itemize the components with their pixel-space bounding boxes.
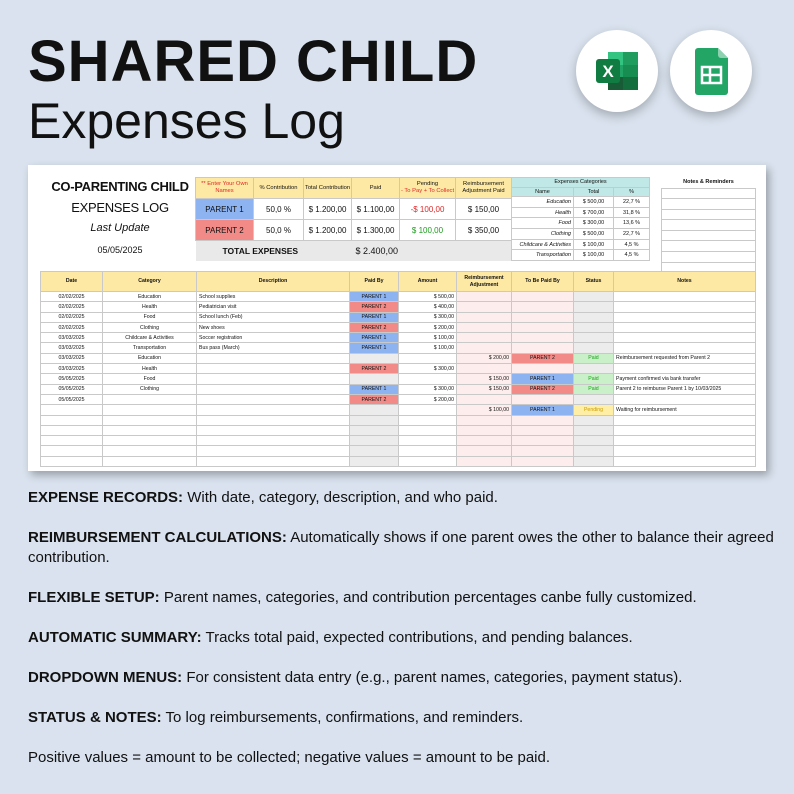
notes-cell[interactable] — [614, 364, 756, 374]
to-be-paid-by-cell[interactable]: PARENT 1 — [512, 405, 574, 415]
paid-by-cell[interactable]: PARENT 2 — [350, 364, 399, 374]
category-cell[interactable] — [103, 415, 197, 425]
to-be-paid-by-cell[interactable] — [512, 322, 574, 332]
feature-label: FLEXIBLE SETUP: — [28, 589, 160, 606]
notes-cell[interactable] — [614, 425, 756, 435]
notes-reminders-title: Notes & Reminders — [683, 179, 734, 186]
category-total: $ 100,00 — [574, 250, 614, 261]
page-title: SHARED CHILD — [28, 29, 479, 94]
notes-cell[interactable] — [614, 333, 756, 343]
parent-2-paid: $ 1.300,00 — [352, 220, 400, 241]
amount-cell[interactable] — [399, 456, 457, 466]
status-cell[interactable]: Paid — [574, 374, 614, 384]
reimbursement-paid-header: Reimbursement Adjustment Paid — [456, 178, 512, 199]
table-row — [41, 456, 756, 466]
feature-text: Tracks total paid, expected contributions, and pending balances. — [201, 629, 633, 646]
amount-cell[interactable] — [399, 446, 457, 456]
category-row — [512, 239, 650, 250]
table-row — [41, 333, 756, 343]
date-cell[interactable] — [41, 415, 103, 425]
date-cell[interactable] — [41, 425, 103, 435]
to-be-paid-by-cell[interactable] — [512, 436, 574, 446]
amount-cell[interactable] — [399, 436, 457, 446]
amount-cell[interactable]: $ 500,00 — [399, 292, 457, 302]
amount-cell[interactable]: $ 300,00 — [399, 364, 457, 374]
to-be-paid-by-cell[interactable] — [512, 343, 574, 353]
parent-1-pct[interactable]: 50,0 % — [254, 199, 304, 220]
category-total: $ 500,00 — [574, 229, 614, 240]
category-cell[interactable]: Education — [103, 292, 197, 302]
paid-by-cell[interactable] — [350, 415, 399, 425]
category-cell[interactable]: Clothing — [103, 384, 197, 394]
feature-label: REIMBURSEMENT CALCULATIONS: — [28, 529, 287, 546]
category-cell[interactable]: Food — [103, 312, 197, 322]
date-cell[interactable]: 02/02/2025 — [41, 322, 103, 332]
table-row — [41, 415, 756, 425]
to-be-paid-by-cell[interactable] — [512, 456, 574, 466]
description-cell[interactable] — [197, 425, 350, 435]
category-pct: 22,7 % — [614, 229, 650, 240]
paid-by-cell[interactable]: PARENT 1 — [350, 333, 399, 343]
reimbursement-cell[interactable]: $ 150,00 — [457, 374, 512, 384]
pending-header: Pending - To Pay + To Collect — [400, 178, 456, 199]
reimbursement-cell[interactable] — [457, 394, 512, 404]
to-be-paid-by-cell[interactable] — [512, 312, 574, 322]
status-cell[interactable] — [574, 312, 614, 322]
category-cell[interactable] — [103, 425, 197, 435]
paid-by-cell[interactable]: PARENT 2 — [350, 394, 399, 404]
expense-log-table — [40, 271, 756, 467]
reimbursement-cell[interactable] — [457, 322, 512, 332]
google-sheets-icon — [670, 30, 752, 112]
reimbursement-header: Reimbursement Adjustment — [457, 272, 512, 292]
description-cell[interactable] — [197, 456, 350, 466]
amount-cell[interactable] — [399, 405, 457, 415]
to-be-paid-by-cell[interactable] — [512, 425, 574, 435]
category-pct: 4,5 % — [614, 239, 650, 250]
category-name: Food — [512, 218, 574, 229]
to-be-paid-by-cell[interactable] — [512, 292, 574, 302]
status-cell[interactable]: Paid — [574, 353, 614, 363]
reimbursement-cell[interactable] — [457, 292, 512, 302]
table-row — [41, 292, 756, 302]
spreadsheet-preview — [28, 165, 766, 471]
excel-icon — [576, 30, 658, 112]
description-cell[interactable] — [197, 353, 350, 363]
table-row — [41, 374, 756, 384]
names-header: ** Enter Your Own Names — [196, 178, 254, 199]
description-cell[interactable] — [197, 394, 350, 404]
category-row — [512, 229, 650, 240]
date-cell[interactable] — [41, 436, 103, 446]
feature-line — [28, 488, 778, 508]
description-cell[interactable]: School supplies — [197, 292, 350, 302]
category-cell[interactable]: Food — [103, 374, 197, 384]
to-be-paid-by-cell[interactable] — [512, 302, 574, 312]
table-row — [41, 436, 756, 446]
paid-by-header: Paid By — [350, 272, 399, 292]
to-be-paid-by-cell[interactable] — [512, 364, 574, 374]
reimbursement-cell[interactable] — [457, 446, 512, 456]
feature-line — [28, 628, 778, 648]
category-pct: 13,6 % — [614, 218, 650, 229]
table-row — [41, 394, 756, 404]
parent-1-total: $ 1.200,00 — [304, 199, 352, 220]
to-be-paid-by-cell[interactable] — [512, 415, 574, 425]
summary-title: CO-PARENTING CHILD — [51, 179, 189, 194]
date-cell[interactable]: 03/03/2025 — [41, 353, 103, 363]
table-row — [41, 353, 756, 363]
note-cell[interactable] — [662, 230, 756, 241]
status-cell[interactable] — [574, 394, 614, 404]
total-contribution-header: Total Contribution — [304, 178, 352, 199]
notes-cell[interactable]: Reimbursement requested from Parent 2 — [614, 353, 756, 363]
summary-table — [195, 177, 512, 261]
reimbursement-cell[interactable] — [457, 302, 512, 312]
feature-label: STATUS & NOTES: — [28, 709, 162, 726]
date-cell[interactable]: 02/02/2025 — [41, 292, 103, 302]
to-be-paid-by-cell[interactable]: PARENT 1 — [512, 374, 574, 384]
cat-total-header: Total — [574, 187, 614, 197]
date-cell[interactable]: 03/03/2025 — [41, 333, 103, 343]
category-total: $ 700,00 — [574, 207, 614, 218]
paid-by-cell[interactable]: PARENT 1 — [350, 384, 399, 394]
feature-line — [28, 748, 778, 768]
amount-cell[interactable]: $ 400,00 — [399, 302, 457, 312]
note-cell[interactable] — [662, 220, 756, 231]
notes-header: Notes — [614, 272, 756, 292]
date-cell[interactable]: 02/02/2025 — [41, 302, 103, 312]
category-cell[interactable] — [103, 446, 197, 456]
description-cell[interactable]: Pediatrician visit — [197, 302, 350, 312]
feature-text: To log reimbursements, confirmations, and reminders. — [161, 709, 524, 726]
status-cell[interactable]: Paid — [574, 384, 614, 394]
table-row — [41, 343, 756, 353]
status-cell[interactable] — [574, 333, 614, 343]
date-cell[interactable]: 05/05/2025 — [41, 374, 103, 384]
notes-cell[interactable]: Parent 2 to reimburse Parent 1 by 10/03/2025 — [614, 384, 756, 394]
feature-text: With date, category, description, and who paid. — [183, 489, 498, 506]
paid-by-cell[interactable] — [350, 374, 399, 384]
description-cell[interactable] — [197, 364, 350, 374]
table-row — [41, 312, 756, 322]
amount-cell[interactable]: $ 300,00 — [399, 384, 457, 394]
description-cell[interactable]: School lunch (Feb) — [197, 312, 350, 322]
table-row — [41, 322, 756, 332]
feature-line — [28, 708, 778, 728]
table-row — [41, 384, 756, 394]
reimbursement-cell[interactable] — [457, 456, 512, 466]
feature-label: AUTOMATIC SUMMARY: — [28, 629, 202, 646]
reimbursement-cell[interactable] — [457, 333, 512, 343]
description-cell[interactable] — [197, 436, 350, 446]
reimbursement-cell[interactable]: $ 150,00 — [457, 384, 512, 394]
category-cell[interactable]: Education — [103, 353, 197, 363]
excel-badge — [576, 30, 658, 112]
notes-cell[interactable]: Payment confirmed via bank transfer — [614, 374, 756, 384]
date-header: Date — [41, 272, 103, 292]
paid-by-cell[interactable] — [350, 446, 399, 456]
description-cell[interactable] — [197, 405, 350, 415]
status-cell[interactable] — [574, 302, 614, 312]
reimbursement-cell[interactable] — [457, 415, 512, 425]
description-cell[interactable] — [197, 374, 350, 384]
reimbursement-cell[interactable]: $ 100,00 — [457, 405, 512, 415]
feature-text: For consistent data entry (e.g., parent names, categories, payment status). — [182, 669, 683, 686]
status-cell[interactable] — [574, 436, 614, 446]
description-cell[interactable]: Bus pass (March) — [197, 343, 350, 353]
notes-cell[interactable] — [614, 436, 756, 446]
category-total: $ 100,00 — [574, 239, 614, 250]
parent-2-total: $ 1.200,00 — [304, 220, 352, 241]
table-row — [41, 446, 756, 456]
category-pct: 4,5 % — [614, 250, 650, 261]
status-cell[interactable] — [574, 343, 614, 353]
notes-cell[interactable] — [614, 322, 756, 332]
notes-cell[interactable] — [614, 446, 756, 456]
category-name: Health — [512, 207, 574, 218]
to-be-paid-by-cell[interactable] — [512, 446, 574, 456]
category-cell[interactable] — [103, 405, 197, 415]
categories-table — [511, 177, 650, 261]
paid-by-cell[interactable]: PARENT 2 — [350, 322, 399, 332]
paid-by-cell[interactable]: PARENT 1 — [350, 312, 399, 322]
table-row — [41, 364, 756, 374]
date-cell[interactable]: 03/03/2025 — [41, 364, 103, 374]
note-cell[interactable] — [662, 252, 756, 263]
svg-text:X: X — [602, 62, 614, 81]
notes-cell[interactable]: Waiting for reimbursement — [614, 405, 756, 415]
paid-by-cell[interactable] — [350, 353, 399, 363]
description-header: Description — [197, 272, 350, 292]
notes-cell[interactable] — [614, 343, 756, 353]
category-name: Education — [512, 197, 574, 208]
notes-cell[interactable] — [614, 302, 756, 312]
status-cell[interactable] — [574, 456, 614, 466]
feature-label: EXPENSE RECORDS: — [28, 489, 184, 506]
reimbursement-cell[interactable] — [457, 436, 512, 446]
paid-by-cell[interactable]: PARENT 1 — [350, 292, 399, 302]
category-row — [512, 197, 650, 208]
paid-by-cell[interactable] — [350, 425, 399, 435]
paid-by-cell[interactable]: PARENT 1 — [350, 343, 399, 353]
category-pct: 31,8 % — [614, 207, 650, 218]
date-cell[interactable]: 05/05/2025 — [41, 384, 103, 394]
parent-1-name[interactable]: PARENT 1 — [196, 199, 254, 220]
amount-cell[interactable] — [399, 415, 457, 425]
category-row — [512, 250, 650, 261]
category-cell[interactable] — [103, 394, 197, 404]
to-be-paid-by-cell[interactable]: PARENT 2 — [512, 384, 574, 394]
notes-cell[interactable] — [614, 394, 756, 404]
category-cell[interactable]: Health — [103, 364, 197, 374]
category-cell[interactable]: Transportation — [103, 343, 197, 353]
to-be-paid-by-header: To Be Paid By — [512, 272, 574, 292]
reimbursement-cell[interactable] — [457, 343, 512, 353]
note-cell[interactable] — [662, 188, 756, 199]
parent-1-paid: $ 1.100,00 — [352, 199, 400, 220]
pct-header: % Contribution — [254, 178, 304, 199]
paid-by-cell[interactable] — [350, 436, 399, 446]
notes-cell[interactable] — [614, 415, 756, 425]
parent-2-pct[interactable]: 50,0 % — [254, 220, 304, 241]
cat-pct-header: % — [614, 187, 650, 197]
status-cell[interactable] — [574, 446, 614, 456]
category-pct: 22,7 % — [614, 197, 650, 208]
category-name: Transportation — [512, 250, 574, 261]
category-total: $ 300,00 — [574, 218, 614, 229]
date-cell[interactable] — [41, 446, 103, 456]
parent-2-reimb: $ 350,00 — [456, 220, 512, 241]
to-be-paid-by-cell[interactable]: PARENT 2 — [512, 353, 574, 363]
status-cell[interactable] — [574, 425, 614, 435]
parent-2-pending: $ 100,00 — [400, 220, 456, 241]
total-expenses-value: $ 2.400,00 — [352, 241, 512, 261]
description-cell[interactable] — [197, 415, 350, 425]
description-cell[interactable]: Soccer registration — [197, 333, 350, 343]
notes-cell[interactable] — [614, 456, 756, 466]
category-cell[interactable]: Health — [103, 302, 197, 312]
category-cell[interactable]: Clothing — [103, 322, 197, 332]
amount-cell[interactable]: $ 100,00 — [399, 333, 457, 343]
last-update-date[interactable]: 05/05/2025 — [97, 245, 143, 255]
notes-reminders-table — [661, 177, 756, 273]
paid-by-cell[interactable] — [350, 456, 399, 466]
feature-text: Automatically shows if one parent owes the other to balance their agreed contribution. — [28, 529, 774, 566]
category-cell[interactable] — [103, 456, 197, 466]
amount-cell[interactable] — [399, 353, 457, 363]
description-cell[interactable] — [197, 446, 350, 456]
category-cell[interactable]: Childcare & Activities — [103, 333, 197, 343]
reimbursement-cell[interactable] — [457, 364, 512, 374]
reimbursement-cell[interactable]: $ 200,00 — [457, 353, 512, 363]
date-cell[interactable] — [41, 456, 103, 466]
feature-label: DROPDOWN MENUS: — [28, 669, 183, 686]
categories-title: Expenses Categories — [512, 178, 650, 188]
reimbursement-cell[interactable] — [457, 312, 512, 322]
to-be-paid-by-cell[interactable] — [512, 333, 574, 343]
total-expenses-label: TOTAL EXPENSES — [196, 241, 352, 261]
amount-header: Amount — [399, 272, 457, 292]
date-cell[interactable]: 05/05/2025 — [41, 394, 103, 404]
table-row — [41, 425, 756, 435]
description-cell[interactable] — [197, 384, 350, 394]
parent-1-pending: -$ 100,00 — [400, 199, 456, 220]
google-sheets-badge — [670, 30, 752, 112]
amount-cell[interactable]: $ 300,00 — [399, 312, 457, 322]
paid-header: Paid — [352, 178, 400, 199]
category-row — [512, 218, 650, 229]
date-cell[interactable] — [41, 405, 103, 415]
status-cell[interactable]: Pending — [574, 405, 614, 415]
status-cell[interactable] — [574, 322, 614, 332]
last-update-label: Last Update — [90, 222, 150, 234]
cat-name-header: Name — [512, 187, 574, 197]
parent-1-reimb: $ 150,00 — [456, 199, 512, 220]
feature-text: Parent names, categories, and contribution percentages canbe fully customized. — [159, 589, 697, 606]
description-cell[interactable]: New shoes — [197, 322, 350, 332]
date-cell[interactable]: 03/03/2025 — [41, 343, 103, 353]
table-row — [41, 405, 756, 415]
category-row — [512, 207, 650, 218]
amount-cell[interactable]: $ 100,00 — [399, 343, 457, 353]
amount-cell[interactable]: $ 200,00 — [399, 322, 457, 332]
category-total: $ 500,00 — [574, 197, 614, 208]
category-header: Category — [103, 272, 197, 292]
feature-line — [28, 588, 778, 608]
paid-by-cell[interactable] — [350, 405, 399, 415]
table-row — [41, 302, 756, 312]
amount-cell[interactable] — [399, 425, 457, 435]
to-be-paid-by-cell[interactable] — [512, 394, 574, 404]
category-name: Clothing — [512, 229, 574, 240]
notes-cell[interactable] — [614, 312, 756, 322]
category-cell[interactable] — [103, 436, 197, 446]
feature-text: Positive values = amount to be collected; negative values = amount to be paid. — [28, 749, 550, 766]
category-name: Childcare & Activities — [512, 239, 574, 250]
date-cell[interactable]: 02/02/2025 — [41, 312, 103, 322]
note-cell[interactable] — [662, 241, 756, 252]
paid-by-cell[interactable]: PARENT 2 — [350, 302, 399, 312]
status-cell[interactable] — [574, 364, 614, 374]
note-cell[interactable] — [662, 199, 756, 210]
status-cell[interactable] — [574, 292, 614, 302]
reimbursement-cell[interactable] — [457, 425, 512, 435]
note-cell[interactable] — [662, 209, 756, 220]
feature-line — [28, 668, 778, 688]
page-subtitle: Expenses Log — [28, 93, 345, 149]
summary-subtitle: EXPENSES LOG — [71, 200, 169, 215]
feature-line — [28, 528, 778, 568]
status-header: Status — [574, 272, 614, 292]
parent-2-name[interactable]: PARENT 2 — [196, 220, 254, 241]
notes-cell[interactable] — [614, 292, 756, 302]
amount-cell[interactable]: $ 200,00 — [399, 394, 457, 404]
amount-cell[interactable] — [399, 374, 457, 384]
status-cell[interactable] — [574, 415, 614, 425]
